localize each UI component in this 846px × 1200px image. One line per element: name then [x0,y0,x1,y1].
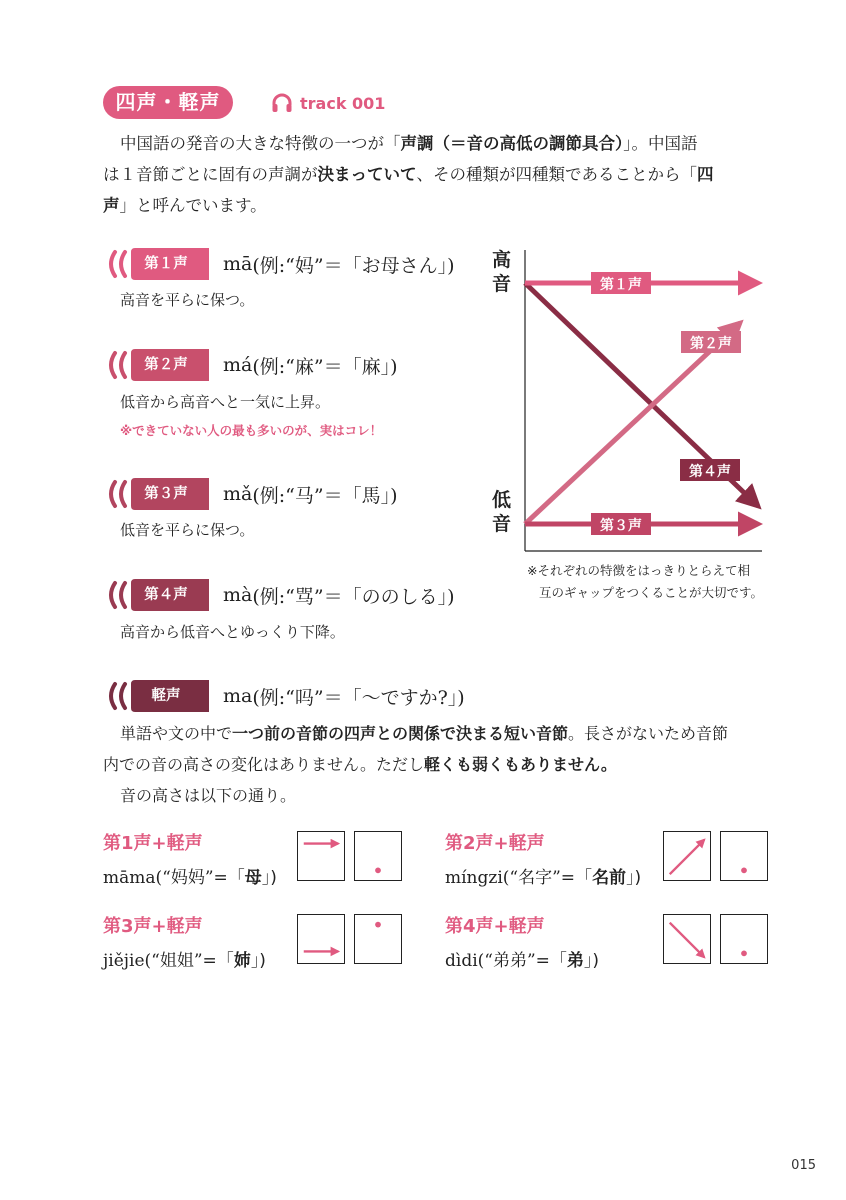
combo-meaning: 母 [244,868,262,888]
intro-paragraph [103,128,773,221]
pitch-box-second [354,914,402,964]
chart-caption [527,560,767,604]
pitch-box-second [720,831,768,881]
tone-label: 軽声 [151,688,181,704]
combo-title: 第1声+軽声 [103,833,203,854]
combo-hanzi: (“姐姐”=「 [144,951,234,971]
combo-3 [103,912,266,971]
tone-label: 第３声 [144,486,188,502]
tone2-chart-label: 第２声 [690,336,732,352]
tone-description: 高音を平らに保つ。 [120,291,255,309]
tone-description: 低音から高音へと一気に上昇。 [120,393,331,411]
caption-line: ※それぞれの特徴をはっきりとらえて相 [527,563,750,578]
tone1-chart-label: 第１声 [600,277,642,293]
tone-pinyin: mà [223,584,253,606]
tone-label: 第２声 [144,357,188,373]
combo-pinyin-line [445,946,599,971]
tone-row-3[interactable] [103,474,398,514]
tone-badge [131,248,209,280]
intro-line-1 [103,128,773,159]
track-text: track 001 [300,93,386,113]
neutral-line-2 [103,749,773,780]
tone-example: (例:“妈”＝「お母さん」) [252,254,455,277]
combo-3-boxes [297,914,402,964]
combo-close: 」) [261,868,277,888]
combo-pinyin: dìdi [445,951,478,971]
tone-note: ※できていない人の最も多いのが、実はコレ！ [120,423,383,438]
tone-row-neutral[interactable] [103,676,465,716]
intro-text: 中国語の発音の大きな特徴の一つが「 [120,134,401,153]
tone-example: (例:“麻”＝「麻」) [252,355,398,378]
combo-meaning: 名前 [592,868,627,888]
neutral-line-3 [103,780,773,811]
tone4-chart-label: 第４声 [689,464,731,480]
high-label-1: 高 [492,249,512,271]
intro-text: 、その種類が四種類であることから「 [416,165,697,184]
combo-2 [445,829,641,888]
tone3-chart-label: 第３声 [600,518,642,534]
intro-line-2 [103,159,773,190]
tone-pinyin: mā [223,253,253,275]
sound-waves-icon [103,678,131,714]
sound-waves-icon [103,347,131,383]
intro-bold-text: 声調（＝音の高低の調節具合） [400,134,624,153]
combo-title: 第4声+軽声 [445,916,545,937]
combo-meaning: 弟 [566,951,584,971]
tone-row-2[interactable] [103,345,398,385]
combo-pinyin: māma [103,868,156,888]
combo-pinyin-line [103,863,277,888]
combo-meaning: 姉 [233,951,251,971]
intro-bold-text: 決まっていて [317,165,417,184]
low-label-1: 低 [492,489,512,511]
high-label-2: 音 [492,273,512,295]
low-label-2: 音 [492,513,512,535]
neutral-bold-text: 軽くも弱くもありません。 [423,755,617,774]
combo-4 [445,912,599,971]
tone-row-4[interactable] [103,575,455,615]
tone-badge [131,579,209,611]
intro-text: は１音節ごとに固有の声調が [103,165,318,184]
pitch-box-second [720,914,768,964]
combo-4-boxes [663,914,768,964]
tone-label: 第１声 [144,256,188,272]
pitch-box-second [354,831,402,881]
pitch-box-first [663,831,711,881]
neutral-text: 内での音の高さの変化はありません。ただし [103,755,424,774]
combo-pinyin: jiějie [103,951,145,971]
combo-pinyin-line [445,863,641,888]
tone-contour-diagram [488,240,778,570]
combo-close: 」) [583,951,600,971]
neutral-text: 単語や文の中で [120,724,233,743]
page-number: 015 [791,1158,816,1173]
combo-pinyin-line [103,946,266,971]
caption-line: 互のギャップをつくることが大切です。 [539,585,764,600]
combo-hanzi: (“弟弟”=「 [477,951,567,971]
track-label[interactable] [270,89,385,117]
combo-1 [103,829,277,888]
sound-waves-icon [103,577,131,613]
intro-text: 」。中国語 [623,134,698,153]
tone-pinyin: mǎ [223,483,253,505]
neutral-text: 。長さがないため音節 [568,724,729,743]
pitch-box-first [297,831,345,881]
combo-hanzi: (“名字”=「 [502,868,593,888]
tone-label: 第４声 [144,587,188,603]
combo-1-boxes [297,831,402,881]
combo-pinyin: míngzi [445,868,503,888]
tone-example: (例:“马”＝「馬」) [252,484,398,507]
tone-row-1[interactable] [103,244,455,284]
headphones-icon [270,91,294,115]
sound-waves-icon [103,246,131,282]
tone-example: (例:“骂”＝「ののしる」) [252,585,455,608]
combo-close: 」) [250,951,266,971]
tone2-line [525,323,740,524]
combo-hanzi: (“妈妈”=「 [155,868,245,888]
section-title: 四声・軽声 [103,86,233,119]
tone-badge [131,478,209,510]
sound-waves-icon [103,476,131,512]
combo-close: 」) [626,868,642,888]
tone-description: 高音から低音へとゆっくり下降。 [120,623,345,641]
tone-badge [131,680,209,712]
tone-description: 低音を平らに保つ。 [120,521,255,539]
neutral-text: 音の高さは以下の通り。 [120,786,297,805]
combo-title: 第3声+軽声 [103,916,203,937]
neutral-bold-text: 一つ前の音節の四声との関係で決まる短い音節 [232,724,569,743]
tone-pinyin: ma [223,685,253,707]
intro-text: 」と呼んでいます。 [119,196,267,215]
combo-2-boxes [663,831,768,881]
intro-bold-text: 声 [103,196,120,215]
intro-line-3 [103,190,773,221]
combo-title: 第2声+軽声 [445,833,545,854]
pitch-box-first [663,914,711,964]
tone-example: (例:“吗”＝「～ですか?」) [252,686,465,709]
intro-bold-text: 四 [697,165,714,184]
tone-pinyin: má [223,354,253,376]
tone-badge [131,349,209,381]
neutral-line-1 [103,718,773,749]
pitch-box-first [297,914,345,964]
neutral-paragraph [103,718,773,811]
